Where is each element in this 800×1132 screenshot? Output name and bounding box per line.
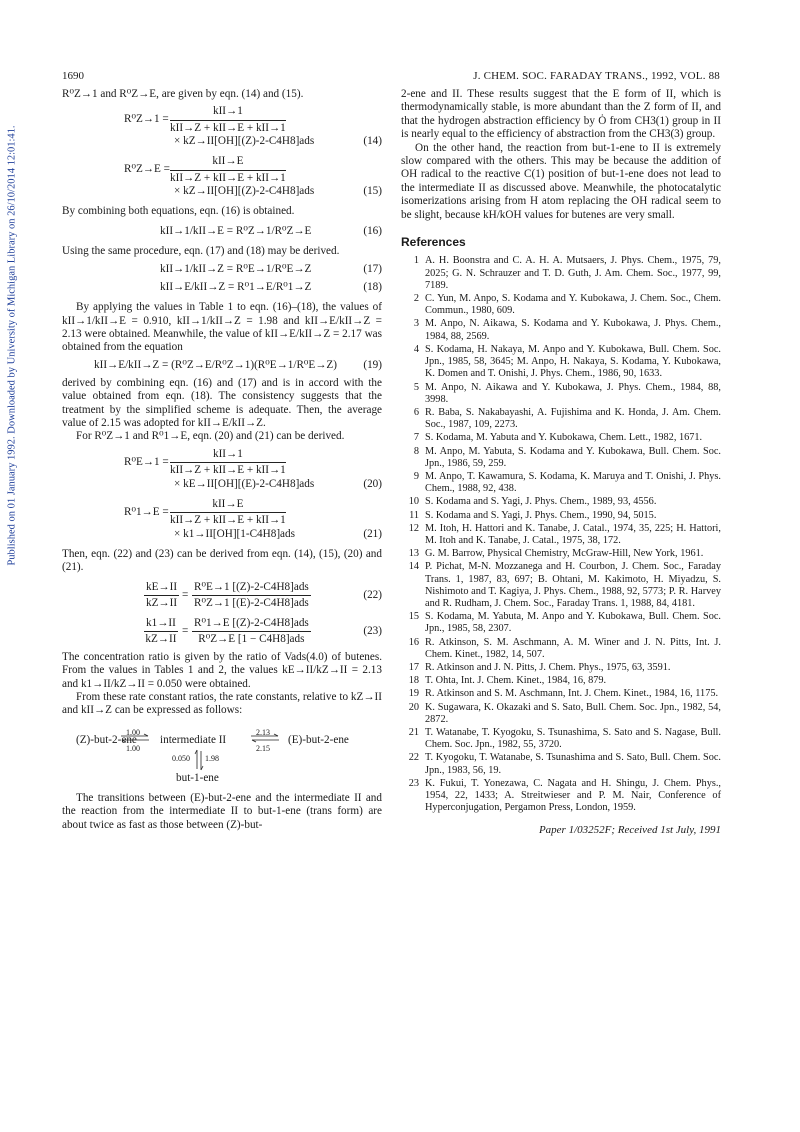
equation-18 [62, 281, 382, 297]
eq-denominator: R⁰Z→E [1 − C4H8]ads [198, 633, 305, 646]
scheme-but-1-ene: but-1-ene [176, 771, 219, 784]
equation-14 [62, 105, 382, 133]
eq-fraction [192, 617, 311, 647]
reference-item [401, 611, 721, 635]
eq-denominator: kII→Z + kII→E + kII→1 [170, 514, 286, 527]
eq-term: × kE→II[OH][(E)-2-C4H8]ads [174, 477, 315, 490]
reference-text: R. Atkinson and S. M. Aschmann, Int. J. Chem. Kinet., 1984, 16, 1175. [425, 688, 719, 700]
reference-text: G. M. Barrow, Physical Chemistry, McGraw-Hill, New York, 1961. [425, 548, 704, 560]
reference-list [401, 255, 721, 814]
paragraph: Using the same procedure, eqn. (17) and (18) may be derived. [62, 244, 340, 257]
reaction-scheme [62, 724, 382, 786]
paragraph: By combining both equations, eqn. (16) is obtained. [62, 205, 295, 218]
eq-numerator: kII→1 [170, 105, 286, 120]
eq-lhs: R⁰Z→1 = [124, 113, 169, 126]
paragraph: For R⁰Z→1 and R⁰1→E, eqn. (20) and (21) can be derived. [76, 430, 345, 443]
eq-term: × k1→II[OH][1-C4H8]ads [174, 527, 295, 540]
eq-term: × kZ→II[OH][(Z)-2-C4H8]ads [174, 185, 315, 198]
eq-body: kII→1/kII→Z = R⁰E→1/R⁰E→Z [160, 263, 312, 276]
equation-23 [62, 615, 382, 649]
eq-denominator: R⁰Z→1 [(E)-2-C4H8]ads [194, 597, 309, 610]
paragraph: The transitions between (E)-but-2-ene and the intermediate II and the reaction from the intermediate II to but-1-ene (trans form) are about twice as fast as those between (Z)-but- [62, 791, 382, 831]
reference-number: 8 [413, 445, 419, 457]
reference-item [401, 471, 721, 495]
eq-denominator: kZ→II [145, 633, 177, 646]
eq-lhs: R⁰1→E = [124, 505, 169, 518]
equals-sign: = [182, 624, 189, 637]
eq-denominator: kZ→II [146, 597, 178, 610]
rate-label: 2.13 [256, 727, 270, 737]
equilibrium-arrow-icon [250, 733, 280, 743]
reference-item [401, 778, 721, 815]
eq-fraction [170, 448, 286, 478]
eq-numerator: k1→II [144, 617, 178, 632]
eq-numerator: R⁰E→1 [(Z)-2-C4H8]ads [192, 581, 311, 596]
eq-numerator: R⁰1→E [(Z)-2-C4H8]ads [192, 617, 311, 632]
reference-number: 2 [413, 293, 419, 305]
eq-lhs: R⁰E→1 = [124, 455, 169, 468]
eq-denominator: kII→Z + kII→E + kII→1 [170, 121, 286, 134]
reference-text: C. Yun, M. Anpo, S. Kodama and Y. Kubokawa, J. Chem. Soc., Chem. Commun., 1980, 609. [425, 293, 721, 317]
journal-header: J. CHEM. SOC. FARADAY TRANS., 1992, VOL. 88 [473, 70, 720, 82]
paragraph: derived by combining eqn. (16) and (17) and is in accord with the value obtained from eqn. (18). The consistency suggests that the treatment by the simplified scheme is adequate. Then, the average value of 2.15 was adopted for kII→E/kII→Z. [62, 376, 382, 430]
reference-text: T. Watanabe, T. Kyogoku, S. Tsunashima, S. Sato and S. Nagase, Bull. Chem. Soc. Jpn., 1982, 55, 3720. [425, 726, 721, 751]
reference-item [401, 727, 721, 751]
equation-number: (19) [363, 358, 382, 371]
equation-15 [62, 155, 382, 183]
reference-number: 17 [408, 661, 419, 673]
equation-number: (23) [363, 624, 382, 637]
eq-numerator: kII→1 [170, 448, 286, 463]
reference-text: A. H. Boonstra and C. A. H. A. Mutsaers, J. Phys. Chem., 1975, 79, 2025; G. N. Schrauzer and T. D. Guth, J. Am. Chem. Soc., 1977, 99, 7189. [425, 255, 721, 291]
equation-number: (21) [363, 527, 382, 540]
eq-fraction [144, 581, 179, 611]
reference-text: S. Kodama, M. Yabuta, M. Anpo and Y. Kubokawa, Bull. Chem. Soc. Jpn., 1985, 58, 2307. [425, 611, 721, 635]
reference-text: T. Ohta, Int. J. Chem. Kinet., 1984, 16, 879. [425, 675, 607, 687]
reference-number: 23 [408, 777, 419, 789]
equation-16 [62, 225, 382, 241]
reference-number: 13 [408, 548, 419, 560]
reference-number: 1 [413, 255, 419, 267]
reference-item [401, 496, 721, 508]
reference-item [401, 407, 721, 431]
eq-body: kII→E/kII→Z = R⁰1→E/R⁰1→Z [160, 281, 312, 294]
paragraph: The concentration ratio is given by the ratio of Vads(4.0) of butenes. From the values in Tables 1 and 2, the values kE→II/kZ→II = 2.13 and k1→II/kZ→II = 0.050 were obtained. [62, 650, 382, 690]
reference-number: 9 [413, 470, 419, 482]
reference-item [401, 382, 721, 406]
reference-number: 19 [408, 688, 419, 700]
scheme-z-but-2-ene: (Z)-but-2-ene [76, 733, 137, 746]
equation-22 [62, 579, 382, 613]
reference-number: 15 [408, 611, 419, 623]
equation-20 [62, 448, 382, 476]
equals-sign: = [182, 588, 189, 601]
rate-label: 1.98 [205, 753, 219, 763]
scheme-intermediate: intermediate II [160, 733, 227, 746]
equation-number: (14) [363, 135, 382, 148]
eq-fraction [170, 105, 286, 135]
paragraph: Then, eqn. (22) and (23) can be derived from eqn. (14), (15), (20) and (21). [62, 547, 382, 574]
reference-item [401, 688, 721, 700]
equation-20-line2 [62, 478, 382, 494]
right-column [401, 88, 721, 838]
equation-number: (17) [363, 263, 382, 276]
eq-body: kII→E/kII→Z = (R⁰Z→E/R⁰Z→1)(R⁰E→1/R⁰E→Z) [94, 358, 337, 371]
reference-text: R. Baba, S. Nakabayashi, A. Fujishima and K. Honda, J. Am. Chem. Soc., 1987, 109, 2273. [425, 406, 721, 431]
reference-number: 3 [413, 318, 419, 330]
paragraph: 2-ene and II. These results suggest that the E form of II, which is thermodynamically stable, is more abundant than the Z form of II, and that the hydrogen abstraction efficiency by Ȯ from CH3(1) group in II is nearly equal to the efficiency of abstraction from the CH3(3) group. [401, 88, 721, 141]
eq-numerator: kE→II [144, 581, 179, 596]
vertical-equilibrium-arrow-icon [194, 749, 204, 771]
reference-number: 4 [413, 343, 419, 355]
reference-text: K. Sugawara, K. Okazaki and S. Sato, Bull. Chem. Soc. Jpn., 1982, 54, 2872. [425, 701, 721, 725]
reference-item [401, 637, 721, 661]
eq-numerator: kII→E [170, 498, 286, 513]
reference-item [401, 446, 721, 470]
reference-number: 5 [413, 381, 419, 393]
eq-term: × kZ→II[OH][(Z)-2-C4H8]ads [174, 135, 315, 148]
reference-item [401, 510, 721, 522]
eq-fraction [170, 155, 286, 185]
reference-text: R. Atkinson and J. N. Pitts, J. Chem. Phys., 1975, 63, 3591. [425, 661, 671, 673]
eq-body: kII→1/kII→E = R⁰Z→1/R⁰Z→E [160, 224, 312, 237]
eq-fraction [170, 498, 286, 528]
equation-21-line2 [62, 528, 382, 544]
reference-text: S. Kodama, M. Yabuta and Y. Kubokawa, Chem. Lett., 1982, 1671. [425, 432, 703, 444]
reference-item [401, 702, 721, 726]
reference-number: 14 [408, 561, 419, 573]
reference-item [401, 662, 721, 674]
references-heading: References [401, 235, 466, 250]
paragraph: By applying the values in Table 1 to eqn. (16)–(18), the values of kII→1/kII→E = 0.910, kII→1/kII→Z = 1.98 and kII→E/kII→Z = 2.13 were obtained. Meanwhile, the value of kII→E/kII→Z = 2.17 was obtained from the equation [62, 301, 382, 354]
reference-text: P. Pichat, M-N. Mozzanega and H. Courbon, J. Chem. Soc., Faraday Trans. 1, 1987, 83, 697; B. Ohtani, M. Kakimoto, H. Miyadzu, S. Nishimoto and T. Kagiya, J. Phys. Chem., 1988, 92, 5773; P. R. Harvey and R. Rudham, J. Chem. Soc., Faraday Trans. 1, 1988, 84, 4181. [425, 561, 721, 609]
eq-fraction [144, 617, 178, 647]
reference-number: 10 [408, 496, 419, 508]
reference-number: 6 [413, 406, 419, 418]
reference-item [401, 318, 721, 342]
left-column [62, 88, 382, 832]
rate-label: 2.15 [256, 743, 270, 753]
equation-number: (22) [363, 588, 382, 601]
equation-number: (20) [363, 477, 382, 490]
equation-15-line2 [62, 185, 382, 201]
reference-text: K. Fukui, T. Yonezawa, C. Nagata and H. Shingu, J. Chem. Phys., 1954, 22, 1433; A. Streitwieser and P. M. Nair, Conference of Hyperconjugation, Pergamon Press, London, 1959. [425, 777, 721, 814]
eq-fraction [192, 581, 311, 611]
equation-number: (18) [363, 281, 382, 294]
reference-text: M. Anpo, N. Aikawa, S. Kodama and Y. Kubokawa, J. Phys. Chem., 1984, 88, 2569. [425, 318, 721, 342]
reference-number: 7 [413, 432, 419, 444]
equilibrium-arrow-icon [120, 733, 150, 743]
rate-label: 1.00 [126, 743, 140, 753]
reference-item [401, 293, 721, 317]
reference-number: 11 [409, 509, 419, 521]
page-number: 1690 [62, 70, 84, 82]
reference-text: M. Anpo, N. Aikawa and Y. Kubokawa, J. Phys. Chem., 1984, 88, 3998. [425, 381, 721, 405]
reference-text: S. Kodama, H. Nakaya, M. Anpo and Y. Kubokawa, Bull. Chem. Soc. Jpn., 1985, 58, 3645; M. Anpo, H. Nakaya, S. Kodama, Y. Kubokawa, K. Domen and T. Onishi, J. Phys. Chem., 1986, 90, 1633. [425, 343, 721, 380]
paper-received-line: Paper 1/03252F; Received 1st July, 1991 [538, 824, 721, 837]
reference-text: M. Anpo, T. Kawamura, S. Kodama, K. Maruya and T. Onishi, J. Phys. Chem., 1988, 92, 438. [425, 470, 721, 495]
eq-numerator: kII→E [170, 155, 286, 170]
reference-text: M. Anpo, M. Yabuta, S. Kodama and Y. Kubokawa, Bull. Chem. Soc. Jpn., 1986, 59, 259. [425, 445, 721, 469]
reference-number: 22 [408, 752, 419, 764]
eq-denominator: kII→Z + kII→E + kII→1 [170, 171, 286, 184]
reference-item [401, 523, 721, 547]
reference-text: R. Atkinson, S. M. Aschmann, A. M. Winer and J. N. Pitts, Int. J. Chem. Kinet., 1982, 14, 507. [425, 636, 721, 660]
paragraph: From these rate constant ratios, the rate constants, relative to kZ→II and kII→Z can be expressed as follows: [62, 690, 382, 717]
equation-17 [62, 263, 382, 279]
reference-item [401, 675, 721, 687]
download-note-text: Published on 01 January 1992. Downloaded by University of Michigan Library on 26/10/2014 12:01:41. [6, 125, 18, 566]
reference-item [401, 432, 721, 444]
reference-number: 21 [408, 726, 419, 738]
rate-label: 1.00 [126, 727, 140, 737]
reference-number: 20 [408, 701, 419, 713]
eq-lhs: R⁰Z→E = [124, 163, 170, 176]
reference-item [401, 548, 721, 560]
paragraph: On the other hand, the reaction from but-1-ene to II is extremely slow compared with the others. This may be because the addition of OH radical to the reactive C(1) position of but-1-ene does not lead to the intermediate II as discussed above. Meanwhile, the photocatalytic isomerizations arising from H atom replacing the OH radical seem to be slight, because kH/kOH values for butenes are very small. [401, 141, 721, 221]
reference-number: 16 [408, 636, 419, 648]
reference-item [401, 344, 721, 381]
reference-item [401, 255, 721, 292]
rate-label: 0.050 [172, 753, 190, 763]
reference-text: M. Itoh, H. Hattori and K. Tanabe, J. Catal., 1974, 35, 225; H. Hattori, M. Itoh and K. Tanabe, J. Catal., 1975, 38, 172. [425, 522, 721, 546]
equation-19 [62, 359, 382, 375]
reference-text: S. Kodama and S. Yagi, J. Phys. Chem., 1990, 94, 5015. [425, 509, 657, 521]
reference-item [401, 752, 721, 776]
equation-21 [62, 498, 382, 526]
reference-number: 12 [408, 522, 419, 534]
reference-text: S. Kodama and S. Yagi, J. Phys. Chem., 1989, 93, 4556. [425, 496, 657, 508]
download-note [0, 0, 22, 700]
paragraph: R⁰Z→1 and R⁰Z→E, are given by eqn. (14) and (15). [62, 88, 304, 100]
equation-14-line2 [62, 135, 382, 151]
reference-number: 18 [408, 675, 419, 687]
eq-denominator: kII→Z + kII→E + kII→1 [170, 464, 286, 477]
equation-number: (15) [363, 185, 382, 198]
scheme-e-but-2-ene: (E)-but-2-ene [288, 733, 349, 746]
reference-text: T. Kyogoku, T. Watanabe, S. Tsunashima and S. Sato, Bull. Chem. Soc. Jpn., 1983, 56, 19. [425, 752, 721, 776]
equation-number: (16) [363, 224, 382, 237]
reference-item [401, 561, 721, 610]
